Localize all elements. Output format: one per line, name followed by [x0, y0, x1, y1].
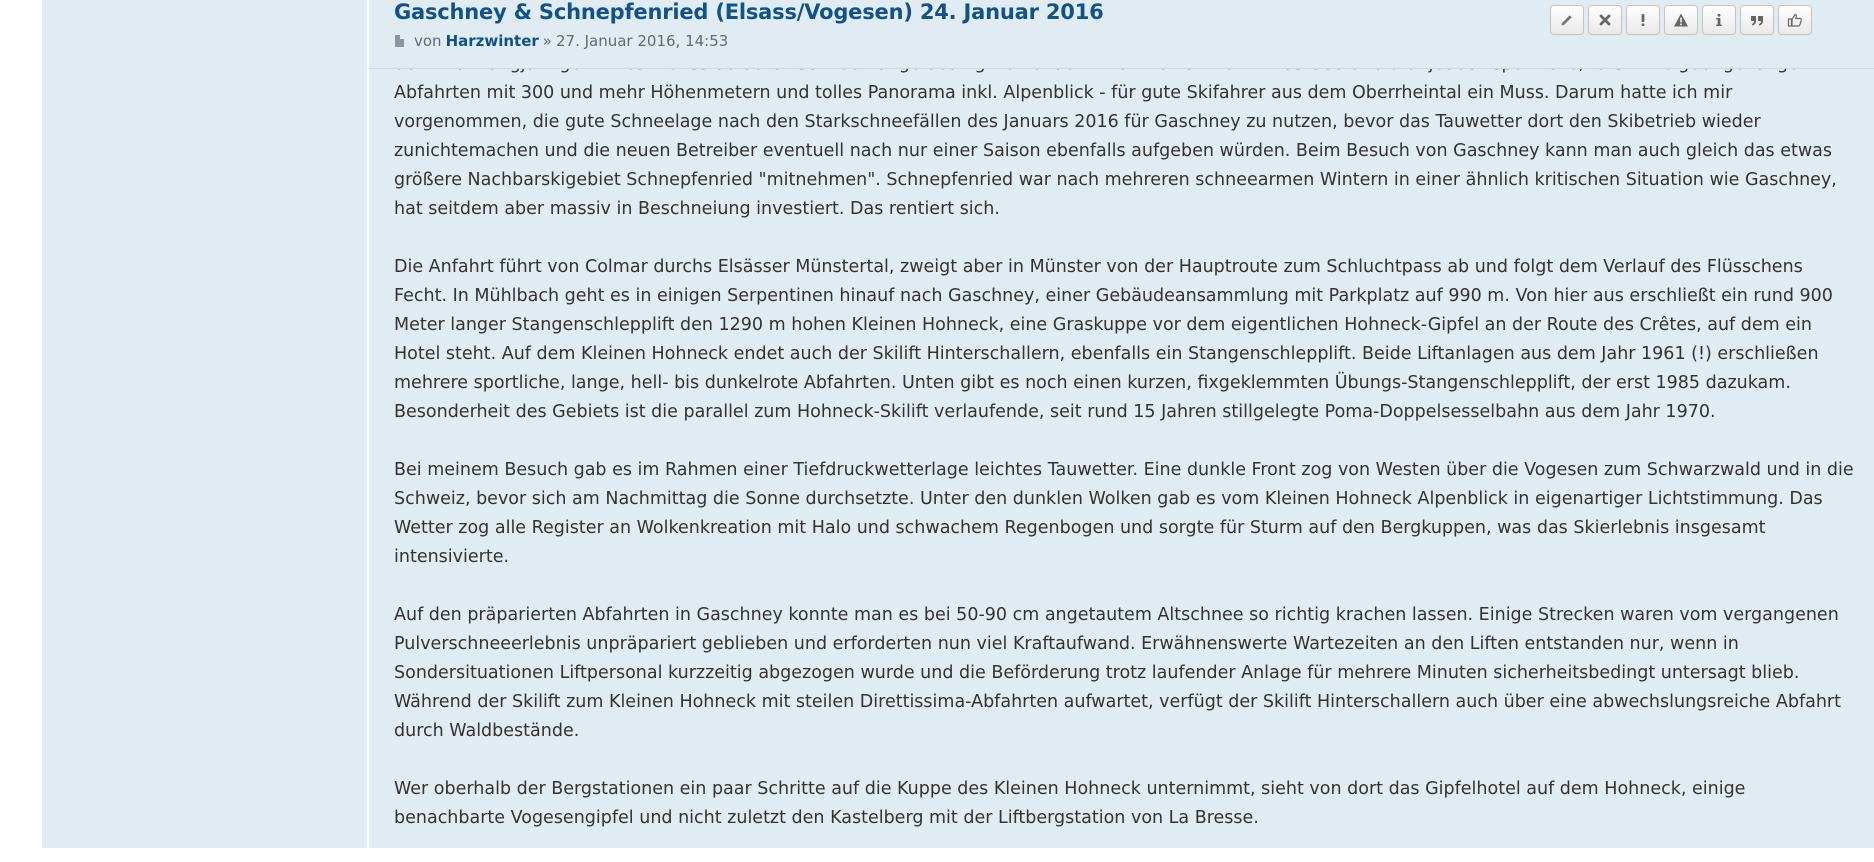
like-button[interactable]	[1778, 5, 1812, 35]
post-date: 27. Januar 2016, 14:53	[555, 32, 729, 50]
close-icon	[1597, 12, 1613, 28]
delete-button[interactable]	[1588, 5, 1622, 35]
thumbs-up-icon	[1787, 12, 1803, 28]
document-icon[interactable]	[395, 35, 404, 47]
quote-button[interactable]	[1740, 5, 1774, 35]
edit-button[interactable]	[1550, 5, 1584, 35]
info-button[interactable]	[1702, 5, 1736, 35]
pencil-icon	[1559, 12, 1575, 28]
post-content	[394, 50, 1854, 862]
info-icon	[1711, 12, 1727, 28]
quote-icon	[1749, 12, 1765, 28]
postprofile-column	[42, 0, 367, 848]
post-meta	[395, 32, 728, 50]
warning-icon	[1673, 12, 1689, 28]
meta-prefix: von	[414, 32, 442, 50]
post-paragraph: Auf den präparierten Abfahrten in Gaschney konnte man es bei 50-90 cm angetautem Altschnee so richtig krachen lassen. Einige Strecken waren vom vergangenen Pulverschneeerlebnis unpräpariert geblieben und erforderten nun viel Kraftaufwand. Erwähnenswerte Wartezeiten an den Liften entstanden nur, wenn in Sondersituationen Liftpersonal kurzzeitig abgezogen wurde und die Beförderung trotz laufender Anlage für mehrere Minuten sicherheitsbedingt untersagt blieb. Während der Skilift zum Kleinen Hohneck mit steilen Direttissima-Abfahrten aufwartet, verfügt der Skilift Hinterschallern auch über eine abwechslungsreiche Abfahrt durch Waldbestände.	[394, 605, 1841, 741]
author-link[interactable]: Harzwinter	[445, 32, 539, 50]
post-header	[369, 0, 1874, 69]
post-paragraph: Abfahrten mit 300 und mehr Höhenmetern und tolles Panorama inkl. Alpenblick - für gute Skifahrer aus dem Oberrheintal ein Muss. Darum hatte ich mir vorgenommen, die gute Schneelage nach den Starkschneefällen des Januars 2016 für Gaschney zu nutzen, bevor das Tauwetter dort den Skibetrieb wieder zunichtemachen und die neuen Betreiber eventuell nach nur einer Saison ebenfalls aufgeben würden. Beim Besuch von Gaschney kann man auch gleich das etwas größere Nachbarskigebiet Schnepfenried "mitnehmen". Schnepfenried war nach mehreren schneearmen Wintern in einer ähnlich kritischen Situation wie Gaschney, hat seitdem aber massiv in Beschneiung investiert. Das rentiert sich.	[394, 83, 1837, 219]
report-button[interactable]	[1626, 5, 1660, 35]
meta-separator: »	[542, 32, 552, 50]
post-paragraph: Bei meinem Besuch gab es im Rahmen einer Tiefdruckwetterlage leichtes Tauwetter. Eine dunkle Front zog von Westen über die Vogesen zum Schwarzwald und in die Schweiz, bevor sich am Nachmittag die Sonne durchsetzte. Unter den dunklen Wolken gab es vom Kleinen Hohneck Alpenblick in eigenartiger Lichtstimmung. Das Wetter zog alle Register an Wolkenkreation mit Halo und schwachem Regenbogen und sorgte für Sturm auf den Bergkuppen, was das Skierlebnis insgesamt intensivierte.	[394, 460, 1854, 567]
post-paragraph: Wer oberhalb der Bergstationen ein paar Schritte auf die Kuppe des Kleinen Hohneck unternimmt, sieht von dort das Gipfelhotel auf dem Hohneck, einige benachbarte Vogesengipfel und nicht zuletzt den Kastelberg mit der Liftbergstation von La Bresse.	[394, 779, 1746, 828]
post-action-buttons	[1550, 5, 1812, 35]
post-title[interactable]: Gaschney & Schnepfenried (Elsass/Vogesen) 24. Januar 2016	[394, 0, 1104, 24]
post-paragraph: Die Anfahrt führt von Colmar durchs Elsässer Münstertal, zweigt aber in Münster von der Hauptroute zum Schluchtpass ab und folgt dem Verlauf des Flüsschens Fecht. In Mühlbach geht es in einigen Serpentinen hinauf nach Gaschney, einer Gebäudeansammlung mit Parkplatz auf 990 m. Von hier aus erschließt ein rund 900 Meter langer Stangenschlepplift den 1290 m hohen Kleinen Hohneck, eine Graskuppe vor dem eigentlichen Hohneck-Gipfel an der Route des Crêtes, auf dem ein Hotel steht. Auf dem Kleinen Hohneck endet auch der Skilift Hinterschallern, ebenfalls ein Stangenschlepplift. Beide Liftanlagen aus dem Jahr 1961 (!) erschließen mehrere sportliche, lange, hell- bis dunkelrote Abfahrten. Unten gibt es noch einen kurzen, fixgeklemmten Übungs-Stangenschlepplift, der erst 1985 dazukam. Besonderheit des Gebiets ist die parallel zum Hohneck-Skilift verlaufende, seit rund 15 Jahren stillgelegte Poma-Doppelsesselbahn aus dem Jahr 1970.	[394, 257, 1833, 422]
warn-button[interactable]	[1664, 5, 1698, 35]
exclamation-icon	[1635, 12, 1651, 28]
